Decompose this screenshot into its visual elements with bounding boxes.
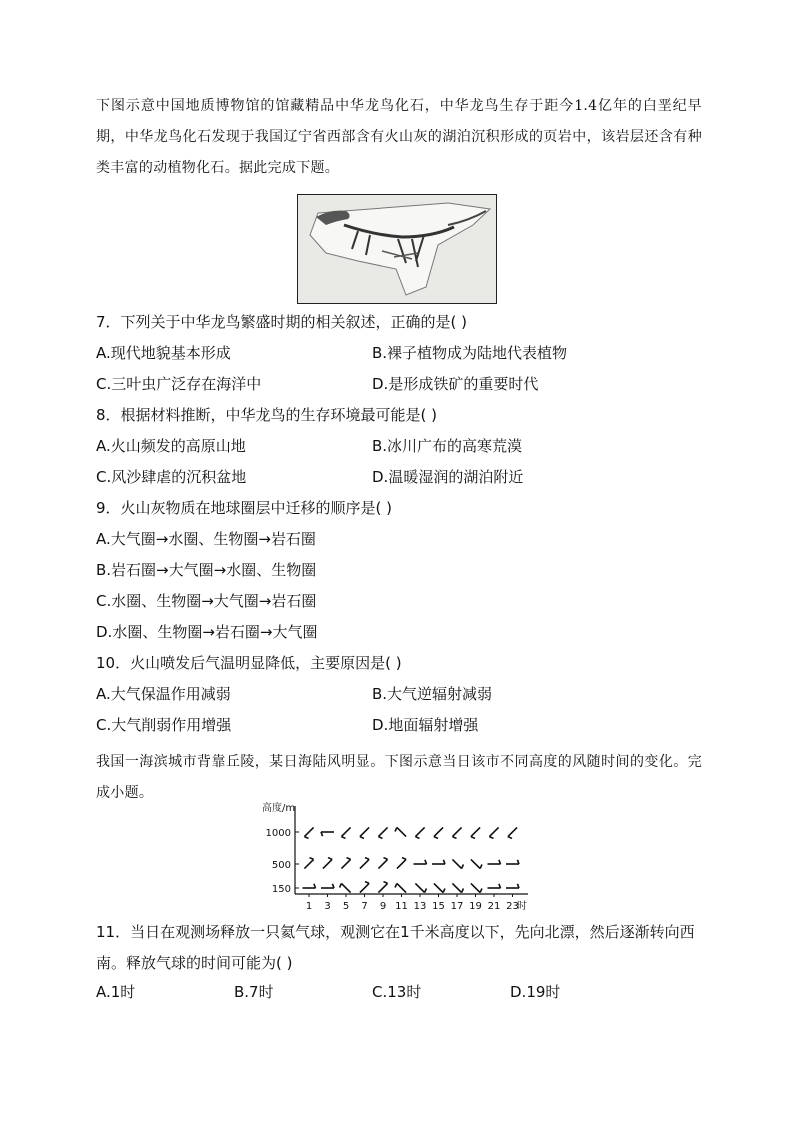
wind-barb	[488, 860, 501, 864]
q11-option-b[interactable]: B.7时	[234, 983, 274, 1001]
wind-barb	[378, 858, 387, 869]
wind-barb	[395, 827, 406, 836]
y-tick-label: 500	[271, 860, 291, 871]
x-tick-label: 1	[305, 901, 313, 912]
x-tick-label: 9	[379, 901, 387, 912]
q10-option-c[interactable]: C.大气削弱作用增强	[96, 716, 232, 734]
q7-option-c[interactable]: C.三叶虫广泛存在海洋中	[96, 375, 262, 393]
wind-barb	[341, 827, 350, 838]
wind-barb	[452, 883, 463, 892]
wind-barb	[321, 884, 334, 888]
wind-barb	[471, 827, 480, 838]
wind-barb	[378, 827, 387, 838]
wind-barb	[321, 832, 334, 836]
wind-barb	[471, 883, 482, 892]
q9-option-b[interactable]: B.岩石圈→大气圈→水圈、生物圈	[96, 561, 317, 579]
x-tick-label: 23	[506, 901, 519, 912]
x-tick-label: 13	[413, 901, 427, 912]
q11-option-c[interactable]: C.13时	[372, 983, 422, 1001]
dinosaur-fossil-image	[297, 194, 497, 304]
q7-option-a[interactable]: A.现代地貌基本形成	[96, 344, 231, 362]
wind-barb	[304, 858, 313, 869]
wind-barb	[397, 858, 406, 869]
x-tick-label: 21	[487, 901, 501, 912]
wind-barb	[360, 882, 369, 893]
x-tick-label: 17	[450, 901, 464, 912]
y-axis-label: 高度/m	[262, 803, 296, 814]
x-tick-label: 19	[469, 901, 482, 912]
wind-barb	[506, 860, 519, 864]
y-tick-label: 150	[271, 884, 291, 895]
wind-barb	[414, 860, 427, 864]
fossil-drawing-icon	[298, 195, 496, 303]
x-tick-label: 3	[324, 901, 331, 912]
question-11-stem: 11．当日在观测场释放一只氦气球，观测它在1千米高度以下，先向北漂，然后逐渐转向西南。释放气球的时间可能为( )	[96, 923, 695, 972]
q7-option-b[interactable]: B.裸子植物成为陆地代表植物	[372, 344, 568, 362]
q11-option-d[interactable]: D.19时	[510, 983, 561, 1001]
wind-barb	[303, 884, 316, 888]
wind-barb	[434, 827, 443, 838]
x-tick-label: 11	[395, 901, 408, 912]
wind-barb	[323, 858, 332, 869]
question-9-stem: 9．火山灰物质在地球圈层中迁移的顺序是( )	[96, 499, 393, 517]
q7-option-d[interactable]: D.是形成铁矿的重要时代	[372, 375, 539, 393]
wind-barb	[415, 827, 424, 838]
q9-option-d[interactable]: D.水圈、生物圈→岩石圈→大气圈	[96, 623, 318, 641]
q10-option-d[interactable]: D.地面辐射增强	[372, 716, 479, 734]
wind-barb	[434, 883, 445, 892]
intro-passage-fossil: 下图示意中国地质博物馆的馆藏精品中华龙鸟化石，中华龙鸟生存于距今1.4亿年的白垩纪早期，中华龙鸟化石发现于我国辽宁省西部含有火山灰的湖泊沉积形成的页岩中，该岩层还含有种类丰富的动植物化石。据此完成下题。	[96, 98, 702, 176]
wind-barb	[378, 882, 387, 893]
question-8-stem: 8．根据材料推断，中华龙鸟的生存环境最可能是( )	[96, 406, 438, 424]
q8-option-c[interactable]: C.风沙肆虐的沉积盆地	[96, 468, 247, 486]
wind-barb	[452, 859, 463, 868]
q10-option-a[interactable]: A.大气保温作用减弱	[96, 685, 231, 703]
q8-option-b[interactable]: B.冰川广布的高寒荒漠	[372, 437, 523, 455]
y-tick-label: 1000	[265, 828, 291, 839]
wind-barb	[304, 827, 313, 838]
x-tick-label: 5	[342, 901, 350, 912]
wind-barb	[340, 883, 351, 892]
wind-barb	[341, 858, 350, 869]
wind-barb	[395, 883, 406, 892]
x-axis-label: 时	[517, 901, 527, 912]
q8-option-a[interactable]: A.火山频发的高原山地	[96, 437, 246, 455]
q9-option-c[interactable]: C.水圈、生物圈→大气圈→岩石圈	[96, 592, 317, 610]
wind-barb	[360, 827, 369, 838]
wind-barb	[508, 827, 517, 838]
wind-barb	[489, 827, 498, 838]
question-10-stem: 10．火山喷发后气温明显降低，主要原因是( )	[96, 654, 402, 672]
wind-barb	[432, 860, 445, 864]
q9-option-a[interactable]: A.大气圈→水圈、生物圈→岩石圈	[96, 530, 316, 548]
wind-barb	[506, 884, 519, 888]
x-tick-label: 15	[432, 901, 445, 912]
q8-option-d[interactable]: D.温暖湿润的湖泊附近	[372, 468, 524, 486]
wind-barb	[452, 827, 461, 838]
wind-barb	[360, 858, 369, 869]
wind-barb	[488, 884, 501, 888]
q11-option-a[interactable]: A.1时	[96, 983, 136, 1001]
intro-passage-sea-breeze: 我国一海滨城市背靠丘陵，某日海陆风明显。下图示意当日该市不同高度的风随时间的变化。完成小题。	[96, 754, 702, 801]
wind-barb-chart	[262, 800, 534, 916]
q10-option-b[interactable]: B.大气逆辐射减弱	[372, 685, 493, 703]
wind-barb	[471, 859, 482, 868]
x-tick-label: 7	[361, 901, 368, 912]
wind-barb	[415, 883, 426, 892]
question-7-stem: 7．下列关于中华龙鸟繁盛时期的相关叙述，正确的是( )	[96, 313, 468, 331]
